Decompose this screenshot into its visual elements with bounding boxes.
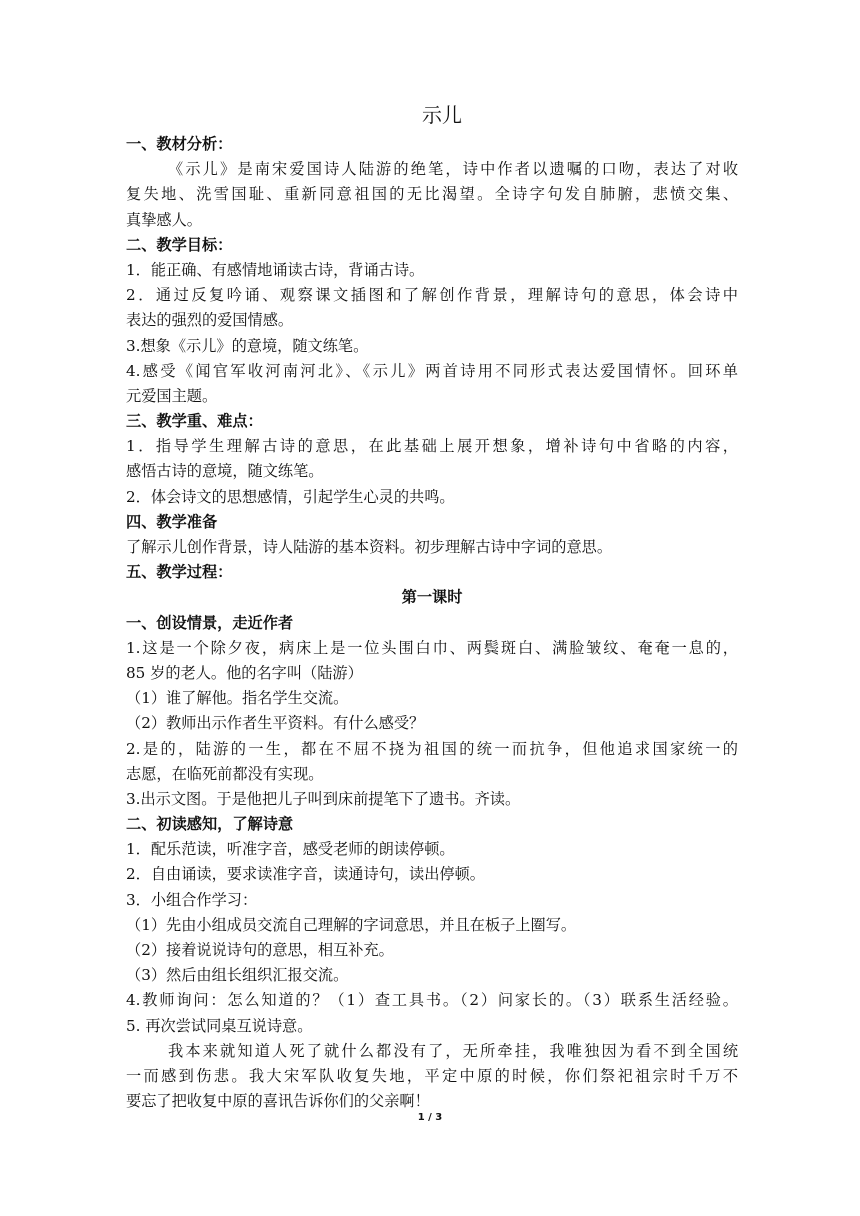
paragraph-line: 2．体会诗文的思想感情，引起学生心灵的共鸣。 <box>126 487 455 506</box>
paragraph-line: 我本来就知道人死了就什么都没有了，无所牵挂，我唯独因为看不到全国统 <box>168 1041 738 1060</box>
section-heading: 一、创设情景，走近作者 <box>126 613 294 632</box>
section-heading: 二、初读感知，了解诗意 <box>126 815 294 834</box>
paragraph-line: （1）谁了解他。指名学生交流。 <box>126 689 349 708</box>
paragraph-line: 元爱国主题。 <box>126 386 218 405</box>
paragraph-line: 复失地、洗雪国耻、重新同意祖国的无比渴望。全诗字句发自肺腑，悲愤交集、 <box>126 185 738 204</box>
paragraph-line: 2．自由诵读，要求读准字音，读通诗句，读出停顿。 <box>126 865 485 884</box>
section-heading: 三、教学重、难点： <box>126 412 263 431</box>
paragraph-line: 5. 再次尝试同桌互说诗意。 <box>126 1016 313 1035</box>
section-heading: 四、教学准备 <box>126 512 218 531</box>
paragraph-line: （1）先由小组成员交流自己理解的字词意思，并且在板子上圈写。 <box>126 915 577 934</box>
paragraph-line: 志愿，在临死前都没有实现。 <box>126 764 324 783</box>
paragraph-line: （3）然后由组长组织汇报交流。 <box>126 966 349 985</box>
paragraph-line: 真挚感人。 <box>126 210 202 229</box>
paragraph-line: 3．小组合作学习： <box>126 890 258 909</box>
paragraph-line: 85 岁的老人。他的名字叫（陆游） <box>126 663 363 682</box>
paragraph-line: 2.是的，陆游的一生，都在不屈不挠为祖国的统一而抗争，但他追求国家统一的 <box>126 739 738 758</box>
paragraph-line: 一而感到伤悲。我大宋军队收复失地，平定中原的时候，你们祭祀祖宗时千万不 <box>126 1066 738 1085</box>
paragraph-line: 了解示儿创作背景，诗人陆游的基本资料。初步理解古诗中字词的意思。 <box>126 538 612 556</box>
paragraph-line: （2）教师出示作者生平资料。有什么感受？ <box>126 714 425 733</box>
paragraph-line: 表达的强烈的爱国情感。 <box>126 311 294 330</box>
paragraph-line: 3.想象《示儿》的意境，随文练笔。 <box>126 336 369 355</box>
document-lines <box>126 132 738 1114</box>
paragraph-line: （2）接着说说诗句的意思，相互补充。 <box>126 941 394 959</box>
document-title: 示儿 <box>422 103 462 127</box>
section-heading: 二、教学目标： <box>126 235 233 254</box>
paragraph-line: 4.教师询问：怎么知道的？（1）查工具书。（2）问家长的。（3）联系生活经验。 <box>126 991 738 1010</box>
paragraph-line: 1．能正确、有感情地诵读古诗，背诵古诗。 <box>126 260 425 279</box>
paragraph-line: 4.感受《闻官军收河南河北》、《示儿》两首诗用不同形式表达爱国情怀。回环单 <box>126 361 738 380</box>
paragraph-line: 2．通过反复吟诵、观察课文插图和了解创作背景，理解诗句的意思，体会诗中 <box>126 286 738 305</box>
section-heading: 一、教材分析： <box>126 135 233 153</box>
paragraph-line: 要忘了把收复中原的喜讯告诉你们的父亲啊！ <box>126 1092 430 1111</box>
lesson-heading: 第一课时 <box>401 588 463 607</box>
paragraph-line: 1．配乐范读，听准字音，感受老师的朗读停顿。 <box>126 840 455 859</box>
page-number: 1 / 3 <box>417 1112 443 1123</box>
paragraph-line: 1．指导学生理解古诗的意思，在此基础上展开想象，增补诗句中省略的内容， <box>126 437 738 456</box>
section-heading: 五、教学过程： <box>126 563 233 582</box>
paragraph-line: 1.这是一个除夕夜，病床上是一位头围白巾、两鬓斑白、满脸皱纹、奄奄一息的， <box>126 638 738 657</box>
paragraph-line: 感悟古诗的意境，随文练笔。 <box>126 462 324 481</box>
paragraph-line: 《示儿》是南宋爱国诗人陆游的绝笔，诗中作者以遗嘱的口吻，表达了对收 <box>168 160 738 179</box>
document-body <box>126 98 738 1114</box>
paragraph-line: 3.出示文图。于是他把儿子叫到床前提笔下了遗书。齐读。 <box>126 789 521 808</box>
